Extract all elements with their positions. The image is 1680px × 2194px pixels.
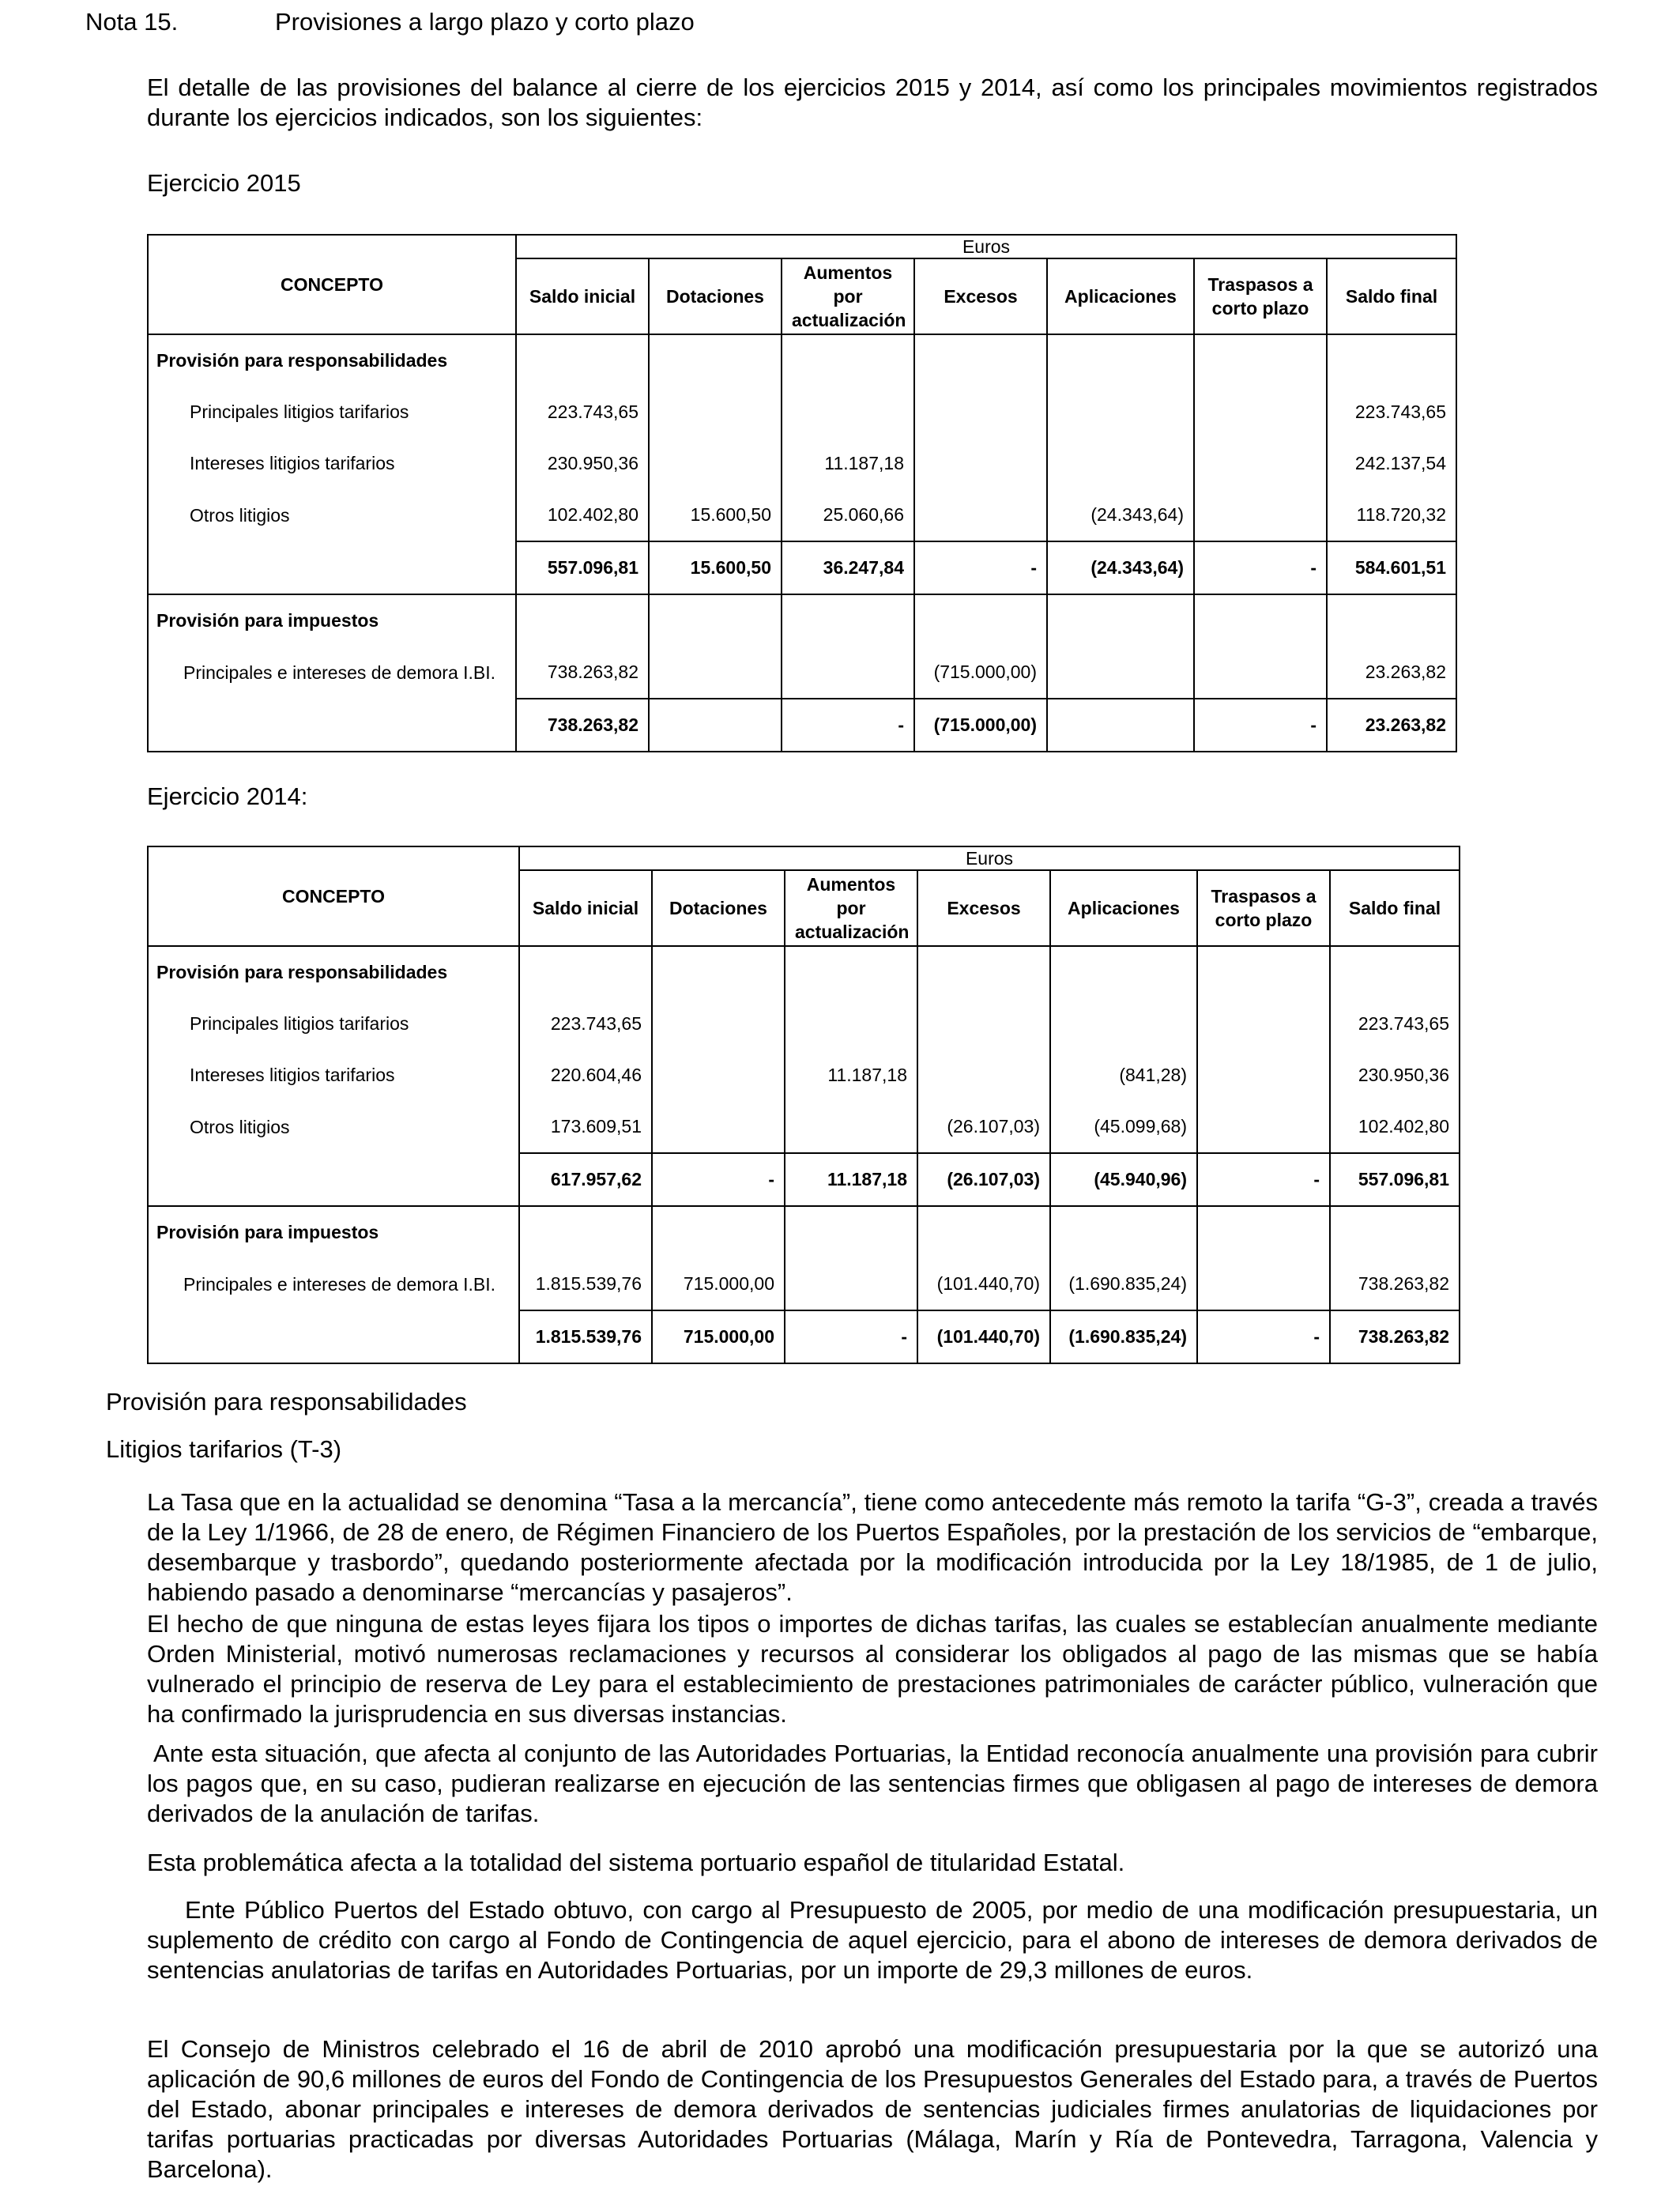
cell-saldo-final: 223.743,65 [1330, 998, 1460, 1050]
cell-excesos: (26.107,03) [917, 1101, 1050, 1153]
cell-saldo-inicial: 738.263,82 [516, 647, 649, 699]
cell-excesos [917, 1050, 1050, 1101]
table-row [148, 1258, 1460, 1310]
cell-traspasos [1197, 1050, 1330, 1101]
cell-traspasos [1194, 386, 1327, 438]
cell-aplicaciones: (45.099,68) [1050, 1101, 1197, 1153]
cell-saldo-inicial: 173.609,51 [519, 1101, 652, 1153]
header-saldo-inicial: Saldo inicial [519, 870, 652, 946]
total-saldo-inicial: 617.957,62 [519, 1153, 652, 1206]
cell-traspasos [1194, 647, 1327, 699]
row-concept: Principales e intereses de demora I.BI. [148, 1258, 519, 1310]
cell-aplicaciones [1047, 386, 1194, 438]
total-excesos: - [914, 541, 1047, 594]
cell-dotaciones [652, 1050, 785, 1101]
total-excesos: (26.107,03) [917, 1153, 1050, 1206]
total-aplicaciones: (45.940,96) [1050, 1153, 1197, 1206]
group-label: Provisión para responsabilidades [148, 334, 516, 386]
row-concept: Principales litigios tarifarios [148, 386, 516, 438]
total-aplicaciones [1047, 699, 1194, 752]
header-dotaciones: Dotaciones [652, 870, 785, 946]
total-dotaciones: - [652, 1153, 785, 1206]
header-aplicaciones: Aplicaciones [1047, 258, 1194, 334]
cell-saldo-final: 242.137,54 [1327, 438, 1456, 489]
total-aumentos: 11.187,18 [785, 1153, 917, 1206]
cell-traspasos [1194, 489, 1327, 541]
cell-aumentos [785, 1101, 917, 1153]
cell-traspasos [1194, 438, 1327, 489]
cell-excesos [914, 386, 1047, 438]
table-row [148, 489, 1456, 541]
paragraph-6: El Consejo de Ministros celebrado el 16 de abril de 2010 aprobó una modificación presupuestaria por la que se autorizó una aplicación de 90,6 millones de euros del Fondo de Contingencia de los Presupuestos Generales del Estado para, a través de Puertos del Estado, abonar principales e intereses de demora derivados de sentencias judiciales firmes anulatorias de liquidaciones por tarifas portuarias practicadas por diversas Autoridades Portuarias (Málaga, Marín y Ría de Pontevedra, Tarragona, Valencia y Barcelona). [147, 2035, 1598, 2183]
header-traspasos: Traspasos a corto plazo [1197, 870, 1330, 946]
paragraph-3: Ante esta situación, que afecta al conjunto de las Autoridades Portuarias, la Entidad reconocía anualmente una provisión para cubrir los pagos que, en su caso, pudieran realizarse en ejecución de las sentencias firmes que obligasen al pago de intereses de demora derivados de la anulación de tarifas. [147, 1740, 1598, 1827]
cell-saldo-inicial: 230.950,36 [516, 438, 649, 489]
header-excesos: Excesos [917, 870, 1050, 946]
cell-dotaciones: 715.000,00 [652, 1258, 785, 1310]
cell-aumentos [782, 386, 914, 438]
total-saldo-inicial: 557.096,81 [516, 541, 649, 594]
header-saldo-inicial: Saldo inicial [516, 258, 649, 334]
note-heading [85, 8, 695, 36]
total-saldo-final: 557.096,81 [1330, 1153, 1460, 1206]
total-dotaciones: 15.600,50 [649, 541, 782, 594]
row-concept: Principales e intereses de demora I.BI. [148, 647, 516, 699]
total-row [148, 699, 1456, 752]
header-traspasos: Traspasos a corto plazo [1194, 258, 1327, 334]
table-row [148, 1050, 1460, 1101]
table-row [148, 1101, 1460, 1153]
cell-excesos: (715.000,00) [914, 647, 1047, 699]
total-aumentos: - [782, 699, 914, 752]
cell-aplicaciones: (1.690.835,24) [1050, 1258, 1197, 1310]
table-row [148, 334, 1456, 386]
note-number: Nota 15. [85, 8, 179, 36]
intro-paragraph: El detalle de las provisiones del balance al cierre de los ejercicios 2015 y 2014, así como los principales movimientos registrados durante los ejercicios indicados, son los siguientes: [147, 74, 1598, 131]
cell-aumentos: 11.187,18 [782, 438, 914, 489]
total-saldo-final: 738.263,82 [1330, 1310, 1460, 1363]
total-excesos: (101.440,70) [917, 1310, 1050, 1363]
cell-aumentos: 25.060,66 [782, 489, 914, 541]
cell-dotaciones [652, 998, 785, 1050]
header-saldo-final: Saldo final [1330, 870, 1460, 946]
total-saldo-inicial: 1.815.539,76 [519, 1310, 652, 1363]
header-currency: Euros [516, 235, 1456, 258]
cell-dotaciones [649, 438, 782, 489]
total-aplicaciones: (1.690.835,24) [1050, 1310, 1197, 1363]
cell-saldo-final: 23.263,82 [1327, 647, 1456, 699]
header-aumentos: Aumentos por actualización [782, 258, 914, 334]
total-saldo-inicial: 738.263,82 [516, 699, 649, 752]
cell-saldo-final: 230.950,36 [1330, 1050, 1460, 1101]
cell-excesos [914, 489, 1047, 541]
total-row [148, 1153, 1460, 1206]
header-aumentos: Aumentos por actualización [785, 870, 917, 946]
total-aumentos: - [785, 1310, 917, 1363]
exercise-2015-label: Ejercicio 2015 [147, 169, 301, 197]
cell-traspasos [1197, 1101, 1330, 1153]
total-traspasos: - [1194, 541, 1327, 594]
cell-saldo-inicial: 1.815.539,76 [519, 1258, 652, 1310]
total-traspasos: - [1194, 699, 1327, 752]
cell-saldo-final: 118.720,32 [1327, 489, 1456, 541]
header-concepto: CONCEPTO [148, 846, 519, 946]
header-currency: Euros [519, 846, 1460, 870]
row-concept: Otros litigios [148, 1101, 519, 1153]
cell-aplicaciones: (841,28) [1050, 1050, 1197, 1101]
cell-traspasos [1197, 1258, 1330, 1310]
cell-dotaciones [649, 647, 782, 699]
table-row [148, 1206, 1460, 1258]
paragraph-5: Ente Público Puertos del Estado obtuvo, con cargo al Presupuesto de 2005, por medio de una modificación presupuestaria, un suplemento de crédito con cargo al Fondo de Contingencia de aquel ejercicio, para el abono de intereses de demora derivados de sentencias anulatorias de tarifas en Autoridades Portuarias, por un importe de 29,3 millones de euros. [147, 1896, 1598, 1984]
paragraph-1: La Tasa que en la actualidad se denomina “Tasa a la mercancía”, tiene como antecedente más remoto la tarifa “G-3”, creada a través de la Ley 1/1966, de 28 de enero, de Régimen Financiero de los Puertos Españoles, por la prestación de los servicios de “embarque, desembarque y trasbordo”, quedando posteriormente afectada por la modificación introducida por la Ley 18/1985, de 1 de julio, habiendo pasado a denominarse “mercancías y pasajeros”. [147, 1488, 1598, 1606]
header-aplicaciones: Aplicaciones [1050, 870, 1197, 946]
total-row [148, 1310, 1460, 1363]
cell-traspasos [1197, 998, 1330, 1050]
table-row [148, 386, 1456, 438]
cell-saldo-final: 102.402,80 [1330, 1101, 1460, 1153]
group-label: Provisión para impuestos [148, 1206, 519, 1258]
total-traspasos: - [1197, 1153, 1330, 1206]
cell-saldo-inicial: 223.743,65 [516, 386, 649, 438]
table-row [148, 594, 1456, 647]
cell-aplicaciones: (24.343,64) [1047, 489, 1194, 541]
section-heading-responsabilidades: Provisión para responsabilidades [106, 1388, 467, 1416]
cell-excesos [914, 438, 1047, 489]
paragraph-4: Esta problemática afecta a la totalidad del sistema portuario español de titularidad Estatal. [147, 1849, 1125, 1876]
cell-saldo-final: 738.263,82 [1330, 1258, 1460, 1310]
cell-aumentos: 11.187,18 [785, 1050, 917, 1101]
row-concept: Otros litigios [148, 489, 516, 541]
table-row [148, 946, 1460, 998]
exercise-2014-label: Ejercicio 2014: [147, 782, 308, 810]
cell-dotaciones [649, 386, 782, 438]
total-traspasos: - [1197, 1310, 1330, 1363]
row-concept: Intereses litigios tarifarios [148, 1050, 519, 1101]
cell-saldo-final: 223.743,65 [1327, 386, 1456, 438]
cell-saldo-inicial: 102.402,80 [516, 489, 649, 541]
cell-aplicaciones [1050, 998, 1197, 1050]
total-dotaciones [649, 699, 782, 752]
cell-aumentos [785, 1258, 917, 1310]
cell-aplicaciones [1047, 647, 1194, 699]
total-excesos: (715.000,00) [914, 699, 1047, 752]
total-dotaciones: 715.000,00 [652, 1310, 785, 1363]
paragraph-2: El hecho de que ninguna de estas leyes fijara los tipos o importes de dichas tarifas, las cuales se establecían anualmente mediante Orden Ministerial, motivó numerosas reclamaciones y recursos al considerar los obligados al pago de las mismas que se había vulnerado el principio de reserva de Ley para el establecimiento de prestaciones patrimoniales de carácter público, vulneración que ha confirmado la jurisprudencia en sus diversas instancias. [147, 1610, 1598, 1728]
cell-dotaciones [652, 1101, 785, 1153]
cell-aumentos [782, 647, 914, 699]
row-concept: Principales litigios tarifarios [148, 998, 519, 1050]
provisions-table-2014 [147, 846, 1460, 1364]
total-aumentos: 36.247,84 [782, 541, 914, 594]
total-saldo-final: 584.601,51 [1327, 541, 1456, 594]
cell-aplicaciones [1047, 438, 1194, 489]
total-aplicaciones: (24.343,64) [1047, 541, 1194, 594]
row-concept: Intereses litigios tarifarios [148, 438, 516, 489]
section-heading-litigios: Litigios tarifarios (T-3) [106, 1435, 342, 1463]
cell-dotaciones: 15.600,50 [649, 489, 782, 541]
header-saldo-final: Saldo final [1327, 258, 1456, 334]
table-row [148, 998, 1460, 1050]
cell-saldo-inicial: 223.743,65 [519, 998, 652, 1050]
group-label: Provisión para impuestos [148, 594, 516, 647]
header-concepto: CONCEPTO [148, 235, 516, 334]
total-row [148, 541, 1456, 594]
note-title: Provisiones a largo plazo y corto plazo [275, 8, 695, 36]
header-dotaciones: Dotaciones [649, 258, 782, 334]
cell-excesos: (101.440,70) [917, 1258, 1050, 1310]
table-row [148, 438, 1456, 489]
header-excesos: Excesos [914, 258, 1047, 334]
provisions-table-2015 [147, 234, 1457, 752]
cell-saldo-inicial: 220.604,46 [519, 1050, 652, 1101]
group-label: Provisión para responsabilidades [148, 946, 519, 998]
table-row [148, 647, 1456, 699]
cell-excesos [917, 998, 1050, 1050]
total-saldo-final: 23.263,82 [1327, 699, 1456, 752]
cell-aumentos [785, 998, 917, 1050]
